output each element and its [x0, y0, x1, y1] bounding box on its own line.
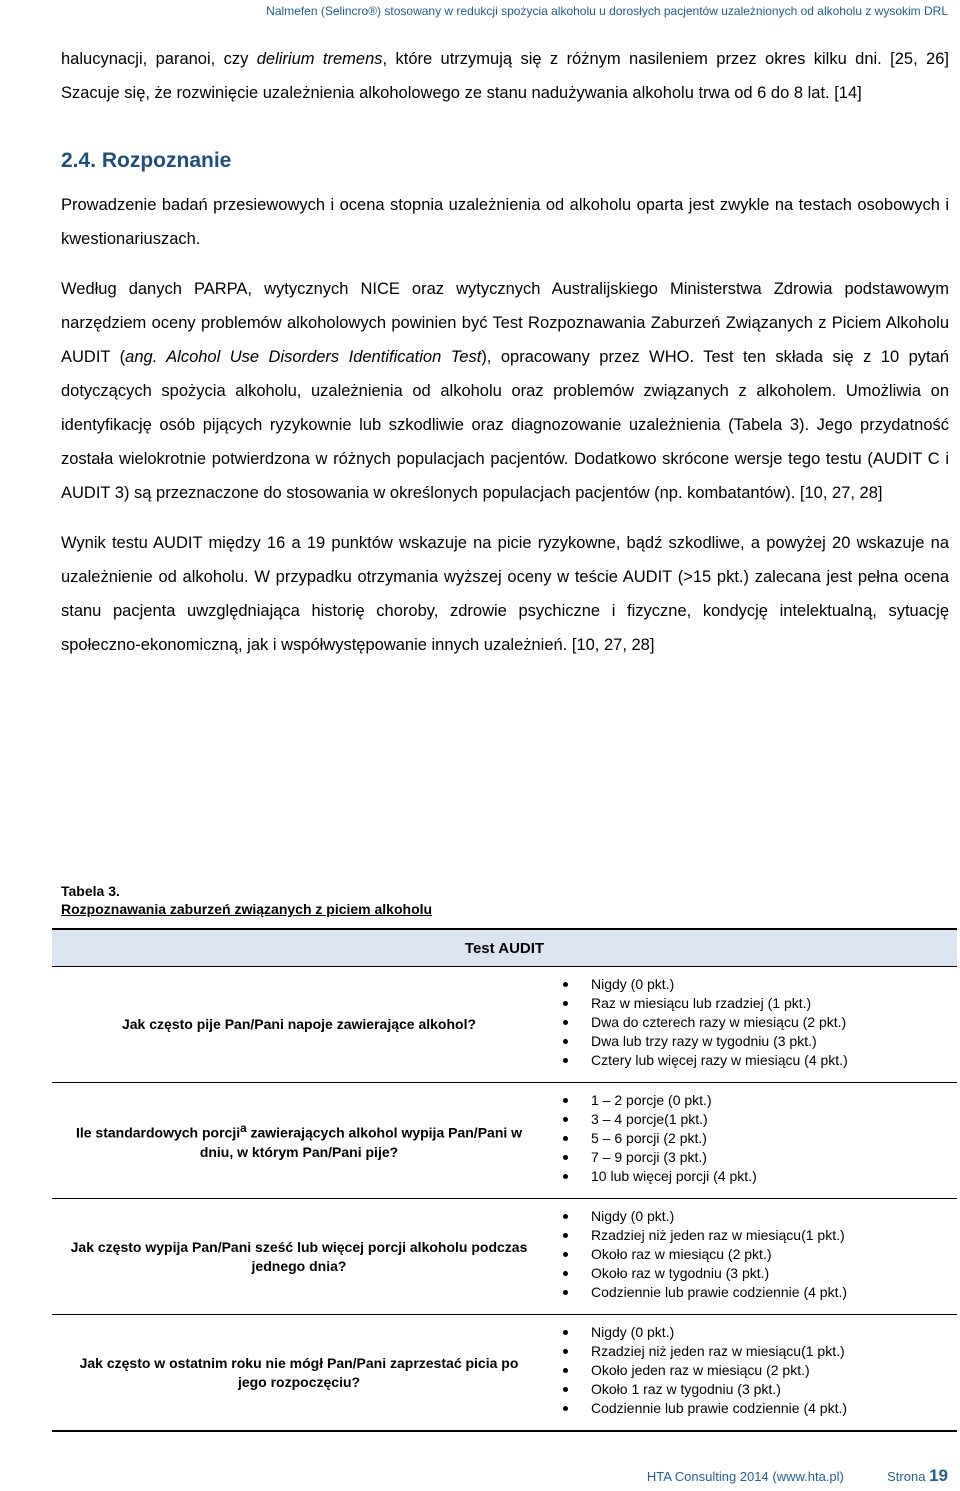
- list-item: Nigdy (0 pkt.): [554, 975, 957, 994]
- answer-list: [554, 975, 957, 1070]
- footer-page-number: 19: [929, 1466, 948, 1485]
- answer-list: [554, 1207, 957, 1302]
- page-footer: [647, 1466, 948, 1486]
- list-item: Około jeden raz w miesiącu (2 pkt.): [554, 1361, 957, 1380]
- paragraph-1: Prowadzenie badań przesiewowych i ocena stopnia uzależnienia od alkoholu oparta jest zwykle na testach osobowych i kwestionariuszach.: [61, 196, 949, 248]
- answer-cell: [546, 1315, 957, 1432]
- list-item: Rzadziej niż jeden raz w miesiącu(1 pkt.): [554, 1226, 957, 1245]
- list-item: Codziennie lub prawie codziennie (4 pkt.): [554, 1283, 957, 1302]
- table-row: [52, 1199, 957, 1315]
- list-item: Codziennie lub prawie codziennie (4 pkt.): [554, 1399, 957, 1418]
- list-item: Rzadziej niż jeden raz w miesiącu(1 pkt.): [554, 1342, 957, 1361]
- intro-text-2: , które utrzymują się z różnym nasileniem przez okres kilku dni. [25, 26] Szacuje się, że rozwinięcie uzależnienia alkoholowego ze stanu nadużywania alkoholu trwa od 6 do 8 lat. [14]: [61, 50, 949, 102]
- table-row: [52, 1315, 957, 1432]
- question-cell: Jak często w ostatnim roku nie mógł Pan/Pani zaprzestać picia po jego rozpoczęciu?: [52, 1315, 546, 1432]
- paragraph-2-text-1: Według danych PARPA, wytycznych NICE oraz wytycznych Australijskiego Ministerstwa Zdrowia podstawowym narzędziem oceny problemów alkoholowych powinien być Test Rozpoznawania Zaburzeń Związanych z Piciem Alkoholu AUDIT (: [61, 280, 949, 366]
- list-item: Raz w miesiącu lub rzadziej (1 pkt.): [554, 994, 957, 1013]
- list-item: Dwa do czterech razy w miesiącu (2 pkt.): [554, 1013, 957, 1032]
- question-cell: Jak często wypija Pan/Pani sześć lub więcej porcji alkoholu podczas jednego dnia?: [52, 1199, 546, 1315]
- paragraph-3: Wynik testu AUDIT między 16 a 19 punktów wskazuje na picie ryzykowne, bądź szkodliwe, a powyżej 20 wskazuje na uzależnienie od alkoholu. W przypadku otrzymania wyższej oceny w teście AUDIT (>15 pkt.) zalecana jest pełna ocena stanu pacjenta uwzględniająca historię choroby, zdrowie psychiczne i fizyczne, kondycję intelektualną, sytuację społeczno-ekonomiczną, jak i współwystępowanie innych uzależnień. [10, 27, 28]: [61, 534, 949, 654]
- table-header: Test AUDIT: [52, 929, 957, 967]
- paragraph-2-text-2: ), opracowany przez WHO. Test ten składa się z 10 pytań dotyczących spożycia alkoholu, uzależnienia od alkoholu oraz problemów związanych z alkoholem. Umożliwia on identyfikację osób pijących ryzykownie lub szkodliwie oraz diagnozowanie uzależnienia (Tabela 3). Jego przydatność została wielokrotnie potwierdzona w różnych populacjach pacjentów. Dodatkowo skrócone wersje tego testu (AUDIT C i AUDIT 3) są przeznaczone do stosowania w określonych populacjach pacjentów (np. kombatantów). [10, 27, 28]: [61, 348, 949, 502]
- table-row: [52, 967, 957, 1083]
- paragraph-2: [61, 272, 949, 510]
- list-item: Cztery lub więcej razy w miesiącu (4 pkt.): [554, 1051, 957, 1070]
- list-item: Dwa lub trzy razy w tygodniu (3 pkt.): [554, 1032, 957, 1051]
- footer-page-label: Strona: [887, 1469, 926, 1484]
- intro-paragraph: [61, 42, 949, 110]
- table-caption: [61, 882, 432, 918]
- list-item: 3 – 4 porcje(1 pkt.): [554, 1110, 957, 1129]
- list-item: Nigdy (0 pkt.): [554, 1207, 957, 1226]
- intro-text-1: halucynacji, paranoi, czy: [61, 50, 257, 68]
- list-item: Około raz w miesiącu (2 pkt.): [554, 1245, 957, 1264]
- list-item: 7 – 9 porcji (3 pkt.): [554, 1148, 957, 1167]
- table-caption-number: Tabela 3.: [61, 883, 120, 899]
- footer-publisher: HTA Consulting 2014 (www.hta.pl): [646, 1469, 844, 1484]
- paragraph-2-italic: ang. Alcohol Use Disorders Identification Test: [125, 348, 482, 366]
- table-row: [52, 1083, 957, 1199]
- list-item: 5 – 6 porcji (2 pkt.): [554, 1129, 957, 1148]
- list-item: Nigdy (0 pkt.): [554, 1323, 957, 1342]
- answer-list: [554, 1323, 957, 1418]
- question-footnote-mark: a: [240, 1122, 247, 1136]
- audit-table: [52, 928, 957, 1432]
- list-item: 10 lub więcej porcji (4 pkt.): [554, 1167, 957, 1186]
- answer-cell: [546, 1199, 957, 1315]
- answer-cell: [546, 967, 957, 1083]
- table-header-row: [52, 929, 957, 967]
- question-cell: [52, 1083, 546, 1199]
- question-text-2: zawierających alkohol wypija Pan/Pani w dniu, w którym Pan/Pani pije?: [199, 1124, 523, 1160]
- question-cell: Jak często pije Pan/Pani napoje zawierające alkohol?: [52, 967, 546, 1083]
- table-caption-title: Rozpoznawania zaburzeń związanych z piciem alkoholu: [61, 901, 433, 917]
- intro-italic-term: delirium tremens: [256, 50, 383, 68]
- section-heading: 2.4. Rozpoznanie: [61, 149, 232, 172]
- running-header: Nalmefen (Selincro®) stosowany w redukcji spożycia alkoholu u dorosłych pacjentów uzależnionych od alkoholu z wysokim DRL: [266, 4, 948, 18]
- answer-list: [554, 1091, 957, 1186]
- question-text-1: Ile standardowych porcji: [75, 1124, 241, 1141]
- list-item: Około 1 raz w tygodniu (3 pkt.): [554, 1380, 957, 1399]
- list-item: Około raz w tygodniu (3 pkt.): [554, 1264, 957, 1283]
- list-item: 1 – 2 porcje (0 pkt.): [554, 1091, 957, 1110]
- page-body: [61, 42, 949, 662]
- answer-cell: [546, 1083, 957, 1199]
